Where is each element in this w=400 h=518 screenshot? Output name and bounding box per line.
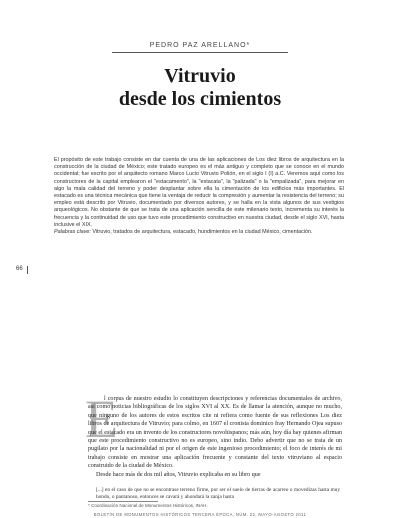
abstract	[54, 157, 344, 236]
drop-cap: E	[85, 389, 118, 449]
keywords-label: Palabras clave:	[54, 229, 91, 236]
header-rule	[112, 52, 288, 53]
block-quote: [...] en el caso de que no se encontrase terreno firme, por ser el suelo de tierras de acarreo o movedizas hasta muy hondo, o pantanoso, entonces se cavará y ahondará la zanja hasta	[96, 487, 340, 500]
author-name: PEDRO PAZ ARELLANO*	[149, 42, 251, 49]
footnote: * Coordinación Nacional de Monumentos Históricos, INAH.	[88, 503, 208, 508]
body-text	[88, 395, 342, 479]
abstract-text: El propósito de este trabajo consiste en dar cuenta de una de las aplicaciones de Los diez libros de arquitectura en la construcción de la ciudad de México; este tratado europeo es el más antiguo y completo que se conoce en el mundo occidental; fue escrito por el arquitecto romano Marco Lucio Vitruvio Polión, en el siglo I (I) a.C. Veremos aquí como los constructores de la capital emplearon el "estacamento", la "estacata", la "palizada" o la "empalizada", para mejorar en algo la mala calidad del terreno y poder desplantar sobre ella la cimentación de los edificios más importantes. El estacado es una técnica mecánica que tiene la ventaja de reducir la compresión y aumentar la resistencia del terreno; su empleo está descrito por Vitruvio, documentado por diversos autores, y se halla en la vista algunos de sus vestigios arqueológicos. No obstante de que se trata de una aplicación sencilla de este milenario texto, incrementa su interés la frecuencia y la continuidad de uso que tuvo este procedimiento constructivo en nuestra ciudad, desde el siglo XVI, hasta inclusive el XIX.	[54, 157, 344, 228]
journal-footer: BOLETÍN DE MONUMENTOS HISTÓRICOS TERCERA ÉPOCA, NÚM. 22, MAYO-AGOSTO 2011	[93, 512, 307, 517]
keywords-text: Vitruvio, tratados de arquitectura, estacado, hundimientos en la ciudad México, cimentación.	[92, 229, 313, 236]
article-title-line1: Vitruvio	[164, 65, 236, 87]
keywords	[54, 229, 344, 236]
page-number-bar	[27, 266, 28, 274]
body-paragraph-1: l corpus de nuestro estudio lo constituyen descripciones y referencias documentales de archivo, así como noticias bibliográficas de los siglos XVI al XX. Es de llamar la atención, aunque no mucho, que ninguno de los autores de estos escritos cite ni refiera como fuente de sus reflexiones Los diez libros de arquitectura de Vitruvio; para colmo, en 1607 el cronista dominico fray Hernando Ojea supuso que el estacado era un invento de los constructores novohispanos; más aún, hoy día hay quienes afirman que este procedimiento constructivo no es europeo, sino indio. Debo advertir que no se trata de un pugilato por la nacionalidad ni por el origen de este ingenioso procedimiento; el foco de interés de mi trabajo consiste en mostrar una aplicación frecuente y constante del texto vitruviano al espacio construido de la ciudad de México.	[88, 396, 343, 470]
page-number: 66	[16, 266, 23, 272]
article-title-line2: desde los cimientos	[118, 88, 282, 110]
footnote-rule	[88, 501, 158, 502]
body-paragraph-2: Desde hace más de dos mil años, Vitruvio explicaba en su libro que	[96, 471, 261, 478]
